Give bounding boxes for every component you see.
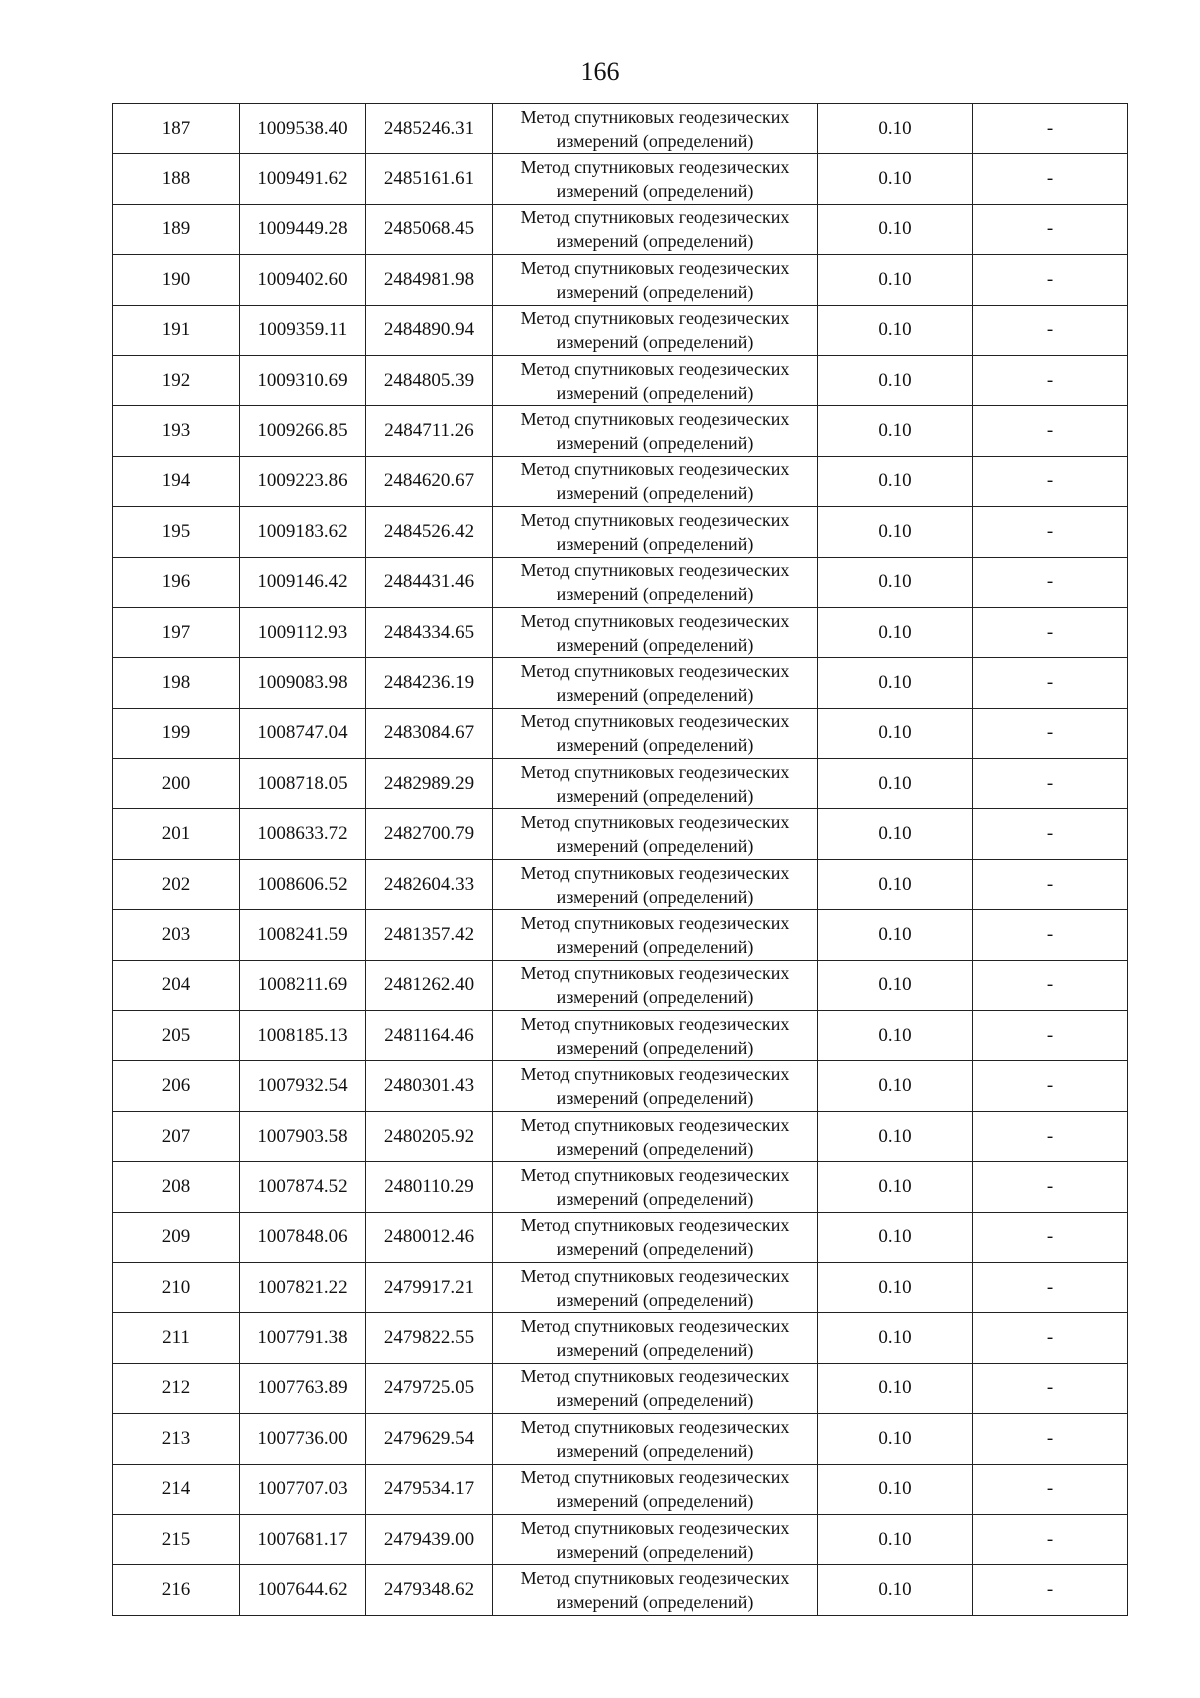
x-coordinate-cell: 1007644.62 (240, 1565, 366, 1615)
accuracy-cell: 0.10 (818, 759, 973, 809)
x-coordinate-cell: 1008718.05 (240, 759, 366, 809)
page-number: 166 (580, 57, 620, 86)
note-cell: - (973, 1464, 1128, 1514)
point-number-cell: 194 (113, 456, 240, 506)
accuracy-cell: 0.10 (818, 204, 973, 254)
note-cell: - (973, 406, 1128, 456)
method-cell: Метод спутниковых геодезических измерений (определений) (493, 1262, 818, 1312)
accuracy-cell: 0.10 (818, 305, 973, 355)
method-cell: Метод спутниковых геодезических измерений (определений) (493, 456, 818, 506)
accuracy-cell: 0.10 (818, 910, 973, 960)
accuracy-cell: 0.10 (818, 1514, 973, 1564)
point-number-cell: 196 (113, 557, 240, 607)
coordinates-table (112, 103, 1128, 1616)
table-row (113, 204, 1128, 254)
note-cell: - (973, 1514, 1128, 1564)
x-coordinate-cell: 1009146.42 (240, 557, 366, 607)
x-coordinate-cell: 1007681.17 (240, 1514, 366, 1564)
y-coordinate-cell: 2479534.17 (366, 1464, 493, 1514)
note-cell: - (973, 204, 1128, 254)
accuracy-cell: 0.10 (818, 355, 973, 405)
point-number-cell: 189 (113, 204, 240, 254)
method-cell: Метод спутниковых геодезических измерений (определений) (493, 759, 818, 809)
method-cell: Метод спутниковых геодезических измерений (определений) (493, 1011, 818, 1061)
table-row (113, 759, 1128, 809)
y-coordinate-cell: 2480110.29 (366, 1162, 493, 1212)
point-number-cell: 192 (113, 355, 240, 405)
note-cell: - (973, 1313, 1128, 1363)
note-cell: - (973, 1061, 1128, 1111)
table-row (113, 1363, 1128, 1413)
point-number-cell: 187 (113, 104, 240, 154)
method-cell: Метод спутниковых геодезических измерений (определений) (493, 1061, 818, 1111)
point-number-cell: 212 (113, 1363, 240, 1413)
note-cell: - (973, 1363, 1128, 1413)
point-number-cell: 198 (113, 658, 240, 708)
table-row (113, 255, 1128, 305)
note-cell: - (973, 708, 1128, 758)
x-coordinate-cell: 1008747.04 (240, 708, 366, 758)
note-cell: - (973, 1111, 1128, 1161)
y-coordinate-cell: 2481357.42 (366, 910, 493, 960)
table-row (113, 507, 1128, 557)
y-coordinate-cell: 2482989.29 (366, 759, 493, 809)
method-cell: Метод спутниковых геодезических измерений (определений) (493, 1464, 818, 1514)
method-cell: Метод спутниковых геодезических измерений (определений) (493, 960, 818, 1010)
note-cell: - (973, 1212, 1128, 1262)
note-cell: - (973, 859, 1128, 909)
method-cell: Метод спутниковых геодезических измерений (определений) (493, 1313, 818, 1363)
x-coordinate-cell: 1007736.00 (240, 1414, 366, 1464)
table-row (113, 910, 1128, 960)
note-cell: - (973, 607, 1128, 657)
accuracy-cell: 0.10 (818, 1011, 973, 1061)
note-cell: - (973, 255, 1128, 305)
y-coordinate-cell: 2484431.46 (366, 557, 493, 607)
method-cell: Метод спутниковых геодезических измерений (определений) (493, 154, 818, 204)
note-cell: - (973, 759, 1128, 809)
y-coordinate-cell: 2479439.00 (366, 1514, 493, 1564)
method-cell: Метод спутниковых геодезических измерений (определений) (493, 204, 818, 254)
x-coordinate-cell: 1008633.72 (240, 809, 366, 859)
method-cell: Метод спутниковых геодезических измерений (определений) (493, 1363, 818, 1413)
y-coordinate-cell: 2479629.54 (366, 1414, 493, 1464)
accuracy-cell: 0.10 (818, 1565, 973, 1615)
point-number-cell: 190 (113, 255, 240, 305)
y-coordinate-cell: 2485068.45 (366, 204, 493, 254)
y-coordinate-cell: 2485161.61 (366, 154, 493, 204)
table-row (113, 607, 1128, 657)
x-coordinate-cell: 1009083.98 (240, 658, 366, 708)
y-coordinate-cell: 2484981.98 (366, 255, 493, 305)
point-number-cell: 205 (113, 1011, 240, 1061)
x-coordinate-cell: 1009266.85 (240, 406, 366, 456)
table-row (113, 1565, 1128, 1615)
table-row (113, 859, 1128, 909)
point-number-cell: 203 (113, 910, 240, 960)
x-coordinate-cell: 1009183.62 (240, 507, 366, 557)
point-number-cell: 211 (113, 1313, 240, 1363)
point-number-cell: 200 (113, 759, 240, 809)
method-cell: Метод спутниковых геодезических измерений (определений) (493, 1565, 818, 1615)
x-coordinate-cell: 1009491.62 (240, 154, 366, 204)
note-cell: - (973, 658, 1128, 708)
point-number-cell: 202 (113, 859, 240, 909)
accuracy-cell: 0.10 (818, 1414, 973, 1464)
point-number-cell: 204 (113, 960, 240, 1010)
y-coordinate-cell: 2479348.62 (366, 1565, 493, 1615)
table-row (113, 658, 1128, 708)
point-number-cell: 193 (113, 406, 240, 456)
accuracy-cell: 0.10 (818, 104, 973, 154)
table-row (113, 104, 1128, 154)
table-row (113, 1464, 1128, 1514)
table-row (113, 557, 1128, 607)
point-number-cell: 216 (113, 1565, 240, 1615)
point-number-cell: 201 (113, 809, 240, 859)
accuracy-cell: 0.10 (818, 859, 973, 909)
y-coordinate-cell: 2480301.43 (366, 1061, 493, 1111)
method-cell: Метод спутниковых геодезических измерений (определений) (493, 305, 818, 355)
method-cell: Метод спутниковых геодезических измерений (определений) (493, 910, 818, 960)
note-cell: - (973, 910, 1128, 960)
table-row (113, 1514, 1128, 1564)
point-number-cell: 191 (113, 305, 240, 355)
note-cell: - (973, 1162, 1128, 1212)
x-coordinate-cell: 1007707.03 (240, 1464, 366, 1514)
table-row (113, 406, 1128, 456)
accuracy-cell: 0.10 (818, 1262, 973, 1312)
accuracy-cell: 0.10 (818, 557, 973, 607)
x-coordinate-cell: 1009223.86 (240, 456, 366, 506)
y-coordinate-cell: 2485246.31 (366, 104, 493, 154)
point-number-cell: 188 (113, 154, 240, 204)
x-coordinate-cell: 1008241.59 (240, 910, 366, 960)
method-cell: Метод спутниковых геодезических измерений (определений) (493, 658, 818, 708)
y-coordinate-cell: 2479917.21 (366, 1262, 493, 1312)
accuracy-cell: 0.10 (818, 708, 973, 758)
method-cell: Метод спутниковых геодезических измерений (определений) (493, 406, 818, 456)
x-coordinate-cell: 1007932.54 (240, 1061, 366, 1111)
point-number-cell: 214 (113, 1464, 240, 1514)
x-coordinate-cell: 1007821.22 (240, 1262, 366, 1312)
y-coordinate-cell: 2484334.65 (366, 607, 493, 657)
accuracy-cell: 0.10 (818, 507, 973, 557)
accuracy-cell: 0.10 (818, 1111, 973, 1161)
note-cell: - (973, 305, 1128, 355)
x-coordinate-cell: 1007763.89 (240, 1363, 366, 1413)
y-coordinate-cell: 2484526.42 (366, 507, 493, 557)
accuracy-cell: 0.10 (818, 607, 973, 657)
method-cell: Метод спутниковых геодезических измерений (определений) (493, 1514, 818, 1564)
accuracy-cell: 0.10 (818, 1061, 973, 1111)
method-cell: Метод спутниковых геодезических измерений (определений) (493, 1162, 818, 1212)
accuracy-cell: 0.10 (818, 1363, 973, 1413)
method-cell: Метод спутниковых геодезических измерений (определений) (493, 255, 818, 305)
accuracy-cell: 0.10 (818, 406, 973, 456)
y-coordinate-cell: 2480205.92 (366, 1111, 493, 1161)
table-row (113, 1262, 1128, 1312)
x-coordinate-cell: 1007874.52 (240, 1162, 366, 1212)
y-coordinate-cell: 2482700.79 (366, 809, 493, 859)
note-cell: - (973, 557, 1128, 607)
table-row (113, 305, 1128, 355)
x-coordinate-cell: 1009449.28 (240, 204, 366, 254)
method-cell: Метод спутниковых геодезических измерений (определений) (493, 708, 818, 758)
note-cell: - (973, 355, 1128, 405)
y-coordinate-cell: 2480012.46 (366, 1212, 493, 1262)
x-coordinate-cell: 1008606.52 (240, 859, 366, 909)
table-row (113, 1162, 1128, 1212)
point-number-cell: 215 (113, 1514, 240, 1564)
method-cell: Метод спутниковых геодезических измерений (определений) (493, 557, 818, 607)
y-coordinate-cell: 2484236.19 (366, 658, 493, 708)
point-number-cell: 208 (113, 1162, 240, 1212)
method-cell: Метод спутниковых геодезических измерений (определений) (493, 355, 818, 405)
x-coordinate-cell: 1007903.58 (240, 1111, 366, 1161)
accuracy-cell: 0.10 (818, 960, 973, 1010)
x-coordinate-cell: 1009359.11 (240, 305, 366, 355)
y-coordinate-cell: 2484890.94 (366, 305, 493, 355)
table-row (113, 355, 1128, 405)
y-coordinate-cell: 2481262.40 (366, 960, 493, 1010)
point-number-cell: 209 (113, 1212, 240, 1262)
method-cell: Метод спутниковых геодезических измерений (определений) (493, 1414, 818, 1464)
table-row (113, 960, 1128, 1010)
y-coordinate-cell: 2483084.67 (366, 708, 493, 758)
point-number-cell: 206 (113, 1061, 240, 1111)
point-number-cell: 195 (113, 507, 240, 557)
accuracy-cell: 0.10 (818, 658, 973, 708)
coordinates-table-body (113, 104, 1128, 1616)
method-cell: Метод спутниковых геодезических измерений (определений) (493, 1111, 818, 1161)
note-cell: - (973, 809, 1128, 859)
method-cell: Метод спутниковых геодезических измерений (определений) (493, 607, 818, 657)
accuracy-cell: 0.10 (818, 255, 973, 305)
table-row (113, 809, 1128, 859)
note-cell: - (973, 507, 1128, 557)
point-number-cell: 207 (113, 1111, 240, 1161)
note-cell: - (973, 104, 1128, 154)
table-row (113, 1212, 1128, 1262)
accuracy-cell: 0.10 (818, 1464, 973, 1514)
x-coordinate-cell: 1009402.60 (240, 255, 366, 305)
accuracy-cell: 0.10 (818, 456, 973, 506)
y-coordinate-cell: 2484711.26 (366, 406, 493, 456)
y-coordinate-cell: 2481164.46 (366, 1011, 493, 1061)
method-cell: Метод спутниковых геодезических измерений (определений) (493, 1212, 818, 1262)
table-row (113, 456, 1128, 506)
note-cell: - (973, 1262, 1128, 1312)
method-cell: Метод спутниковых геодезических измерений (определений) (493, 809, 818, 859)
method-cell: Метод спутниковых геодезических измерений (определений) (493, 507, 818, 557)
y-coordinate-cell: 2484805.39 (366, 355, 493, 405)
table-row (113, 1061, 1128, 1111)
table-row (113, 1011, 1128, 1061)
y-coordinate-cell: 2479822.55 (366, 1313, 493, 1363)
note-cell: - (973, 1565, 1128, 1615)
accuracy-cell: 0.10 (818, 1162, 973, 1212)
y-coordinate-cell: 2484620.67 (366, 456, 493, 506)
x-coordinate-cell: 1009310.69 (240, 355, 366, 405)
x-coordinate-cell: 1008211.69 (240, 960, 366, 1010)
x-coordinate-cell: 1009112.93 (240, 607, 366, 657)
accuracy-cell: 0.10 (818, 154, 973, 204)
table-row (113, 1414, 1128, 1464)
x-coordinate-cell: 1009538.40 (240, 104, 366, 154)
accuracy-cell: 0.10 (818, 1313, 973, 1363)
x-coordinate-cell: 1008185.13 (240, 1011, 366, 1061)
accuracy-cell: 0.10 (818, 1212, 973, 1262)
note-cell: - (973, 1414, 1128, 1464)
note-cell: - (973, 1011, 1128, 1061)
point-number-cell: 210 (113, 1262, 240, 1312)
x-coordinate-cell: 1007848.06 (240, 1212, 366, 1262)
point-number-cell: 197 (113, 607, 240, 657)
point-number-cell: 213 (113, 1414, 240, 1464)
accuracy-cell: 0.10 (818, 809, 973, 859)
method-cell: Метод спутниковых геодезических измерений (определений) (493, 104, 818, 154)
table-row (113, 154, 1128, 204)
table-row (113, 1111, 1128, 1161)
x-coordinate-cell: 1007791.38 (240, 1313, 366, 1363)
table-row (113, 708, 1128, 758)
note-cell: - (973, 456, 1128, 506)
point-number-cell: 199 (113, 708, 240, 758)
y-coordinate-cell: 2479725.05 (366, 1363, 493, 1413)
note-cell: - (973, 960, 1128, 1010)
table-row (113, 1313, 1128, 1363)
method-cell: Метод спутниковых геодезических измерений (определений) (493, 859, 818, 909)
note-cell: - (973, 154, 1128, 204)
y-coordinate-cell: 2482604.33 (366, 859, 493, 909)
